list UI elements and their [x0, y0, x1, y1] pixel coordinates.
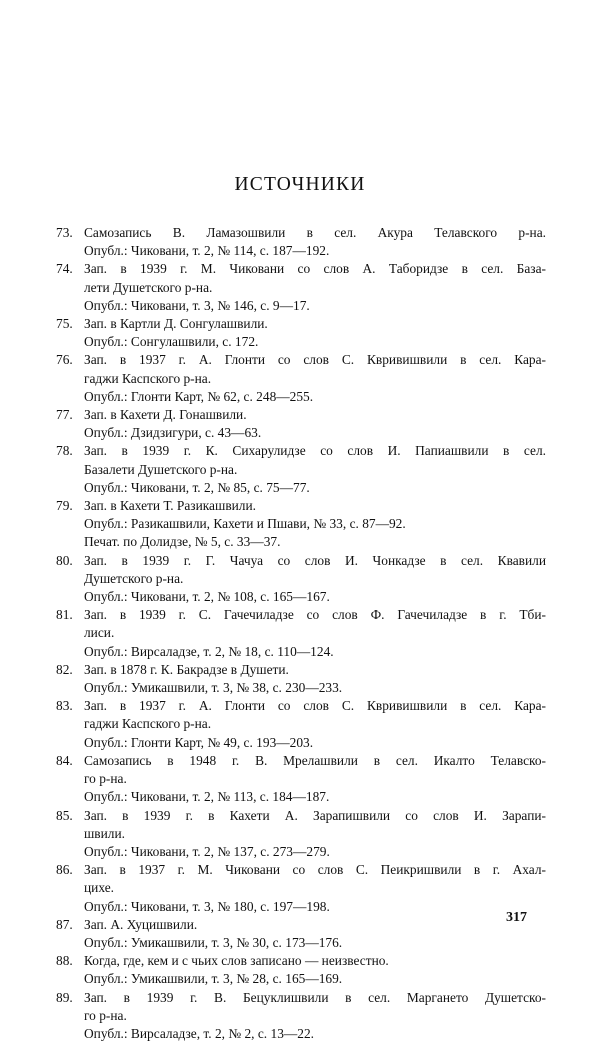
entry-line: Опубл.: Разикашвили, Кахети и Пшави, № 33, с. 87—92.: [84, 516, 406, 532]
entry-line: Печат. по Долидзе, № 5, с. 33—37.: [84, 534, 281, 550]
entry-line: Опубл.: Умикашвили, т. 3, № 28, с. 165—169.: [84, 971, 343, 987]
entry-line: Опубл.: Чиковани, т. 3, № 146, с. 9—17.: [84, 297, 310, 313]
entry-number: 85.: [56, 807, 73, 823]
source-entry: [56, 315, 546, 351]
entry-number: 87.: [56, 916, 73, 932]
sources-list: [56, 224, 546, 1043]
entry-line: Базалети Душетского р-на.: [84, 461, 238, 477]
entry-line: Самозапись в 1948 г. В. Мрелашвили в сел. Икалто Телавско-: [84, 752, 546, 768]
entry-number: 86.: [56, 862, 73, 878]
entry-line: Опубл.: Чиковани, т. 3, № 180, с. 197—198.: [84, 898, 330, 914]
entry-line: Опубл.: Умикашвили, т. 3, № 30, с. 173—176.: [84, 934, 343, 950]
entry-line: Опубл.: Чиковани, т. 2, № 108, с. 165—167.: [84, 589, 330, 605]
entry-number: 88.: [56, 953, 73, 969]
entry-line: гаджи Каспского р-на.: [84, 370, 212, 386]
entry-line: Опубл.: Чиковани, т. 2, № 113, с. 184—187.: [84, 789, 330, 805]
entry-line: Зап. в 1939 г. В. Бецуклишвили в сел. Маргането Душетско-: [84, 989, 546, 1005]
entry-line: Зап. в 1937 г. А. Глонти со слов С. Квривишвили в сел. Кара-: [84, 352, 546, 368]
entry-number: 76.: [56, 352, 73, 368]
source-entry: [56, 989, 546, 1043]
entry-number: 79.: [56, 498, 73, 514]
source-entry: [56, 552, 546, 607]
source-entry: [56, 606, 546, 661]
entry-line: Зап. в 1939 г. М. Чиковани со слов А. Таборидзе в сел. База-: [84, 261, 546, 277]
source-entry: [56, 916, 546, 952]
entry-line: Опубл.: Глонти Карт, № 62, с. 248—255.: [84, 388, 314, 404]
entry-line: Опубл.: Сонгулашвили, с. 172.: [84, 334, 259, 350]
entry-line: Опубл.: Глонти Карт, № 49, с. 193—203.: [84, 734, 314, 750]
source-entry: [56, 351, 546, 406]
entry-line: Опубл.: Чиковани, т. 2, № 85, с. 75—77.: [84, 479, 310, 495]
entry-number: 84.: [56, 752, 73, 768]
entry-line: Душетского р-на.: [84, 570, 184, 586]
entry-line: Опубл.: Умикашвили, т. 3, № 38, с. 230—233.: [84, 680, 343, 696]
page-title: ИСТОЧНИКИ: [234, 174, 366, 195]
entry-line: го р-на.: [84, 771, 127, 787]
entry-line: швили.: [84, 825, 125, 841]
page-number: 317: [506, 910, 527, 925]
source-entry: [56, 661, 546, 697]
source-entry: [56, 224, 546, 260]
source-entry: [56, 697, 546, 752]
entry-line: Зап. в 1937 г. А. Глонти со слов С. Квривишвили в сел. Кара-: [84, 698, 546, 714]
entry-number: 82.: [56, 661, 73, 677]
entry-number: 78.: [56, 443, 73, 459]
entry-line: Зап. в 1937 г. М. Чиковани со слов С. Пеикришвили в г. Ахал-: [84, 862, 546, 878]
entry-number: 83.: [56, 698, 73, 714]
source-entry: [56, 807, 546, 862]
source-entry: [56, 861, 546, 916]
source-entry: [56, 260, 546, 315]
entry-line: го р-на.: [84, 1007, 127, 1023]
entry-number: 80.: [56, 552, 73, 568]
entry-line: Зап. в 1878 г. К. Бакрадзе в Душети.: [84, 661, 289, 677]
entry-line: Зап. в Картли Д. Сонгулашвили.: [84, 316, 268, 332]
entry-line: Опубл.: Чиковани, т. 2, № 137, с. 273—279.: [84, 843, 330, 859]
source-entry: [56, 497, 546, 552]
entry-number: 74.: [56, 261, 73, 277]
entry-line: Зап. в Кахети Т. Разикашвили.: [84, 498, 256, 514]
entry-number: 81.: [56, 607, 73, 623]
entry-line: Когда, где, кем и с чьих слов записано — неизвестно.: [84, 953, 389, 969]
source-entry: [56, 752, 546, 807]
entry-line: Зап. в 1939 г. в Кахети А. Зарапишвили со слов И. Зарапи-: [84, 807, 546, 823]
entry-line: гаджи Каспского р-на.: [84, 716, 212, 732]
entry-line: Зап. в 1939 г. Г. Чачуа со слов И. Чонкадзе в сел. Квавили: [84, 552, 546, 568]
entry-line: лиси.: [84, 625, 115, 641]
source-entry: [56, 406, 546, 442]
entry-number: 75.: [56, 316, 73, 332]
entry-line: цихе.: [84, 880, 114, 896]
entry-line: Зап. в 1939 г. С. Гачечиладзе со слов Ф. Гачечиладзе в г. Тби-: [84, 607, 546, 623]
entry-line: Опубл.: Вирсаладзе, т. 2, № 2, с. 13—22.: [84, 1025, 315, 1041]
entry-line: Опубл.: Дзидзигури, с. 43—63.: [84, 425, 262, 441]
entry-line: лети Душетского р-на.: [84, 279, 213, 295]
entry-line: Самозапись В. Ламазошвили в сел. Акура Телавского р-на.: [84, 225, 546, 240]
entry-number: 77.: [56, 407, 73, 423]
source-entry: [56, 442, 546, 497]
entry-number: 89.: [56, 989, 73, 1005]
entry-line: Зап. в Кахети Д. Гонашвили.: [84, 407, 247, 423]
entry-line: Зап. А. Хуцишвили.: [84, 916, 198, 932]
entry-line: Опубл.: Вирсаладзе, т. 2, № 18, с. 110—124.: [84, 643, 334, 659]
entry-line: Опубл.: Чиковани, т. 2, № 114, с. 187—192.: [84, 243, 330, 259]
entry-line: Зап. в 1939 г. К. Сихарулидзе со слов И. Папиашвили в сел.: [84, 443, 546, 459]
source-entry: [56, 952, 546, 988]
entry-number: 73.: [56, 225, 73, 240]
